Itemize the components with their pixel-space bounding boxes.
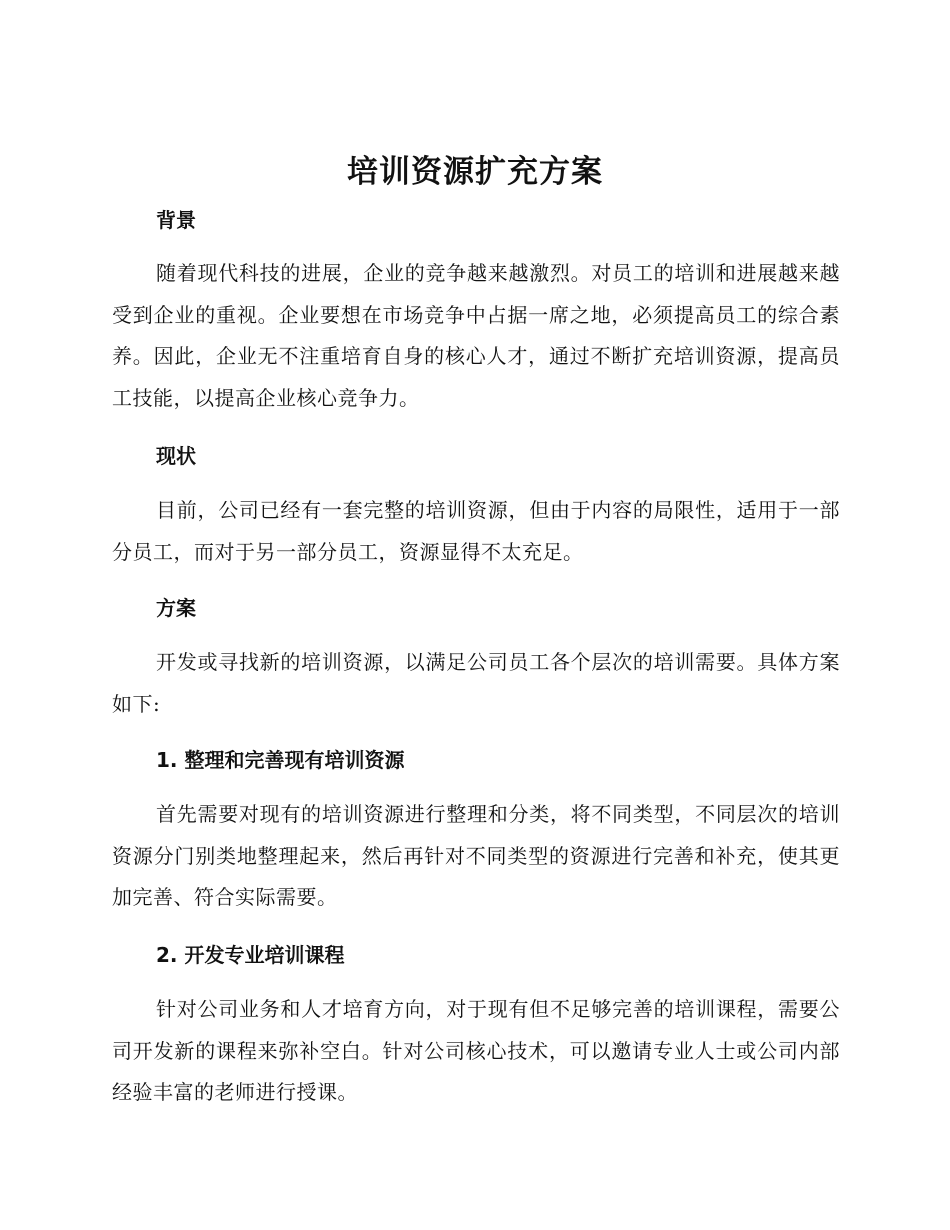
section-text-status: 目前，公司已经有一套完整的培训资源，但由于内容的局限性，适用于一部分员工，而对于另一部分员工，资源显得不太充足。 — [112, 498, 840, 564]
section-heading-plan: 方案 — [156, 596, 196, 620]
section-text-plan: 开发或寻找新的培训资源，以满足公司员工各个层次的培训需要。具体方案如下: — [112, 650, 840, 716]
section-text-item2: 针对公司业务和人才培育方向，对于现有但不足够完善的培训课程，需要公司开发新的课程来弥补空白。针对公司核心技术，可以邀请专业人士或公司内部经验丰富的老师进行授课。 — [112, 997, 840, 1104]
section-heading-item2: 2. 开发专业培训课程 — [156, 943, 345, 967]
section-heading-status: 现状 — [156, 444, 196, 468]
section-heading-background: 背景 — [156, 208, 196, 232]
section-text-item1: 首先需要对现有的培训资源进行整理和分类，将不同类型，不同层次的培训资源分门别类地整理起来，然后再针对不同类型的资源进行完善和补充，使其更加完善、符合实际需要。 — [112, 802, 840, 909]
document-title: 培训资源扩充方案 — [347, 154, 603, 190]
section-heading-item1: 1. 整理和完善现有培训资源 — [156, 748, 405, 772]
section-text-background: 随着现代科技的进展，企业的竞争越来越激烈。对员工的培训和进展越来越受到企业的重视。企业要想在市场竞争中占据一席之地，必须提高员工的综合素养。因此，企业无不注重培育自身的核心人才，通过不断扩充培训资源，提高员工技能，以提高企业核心竞争力。 — [112, 261, 840, 410]
